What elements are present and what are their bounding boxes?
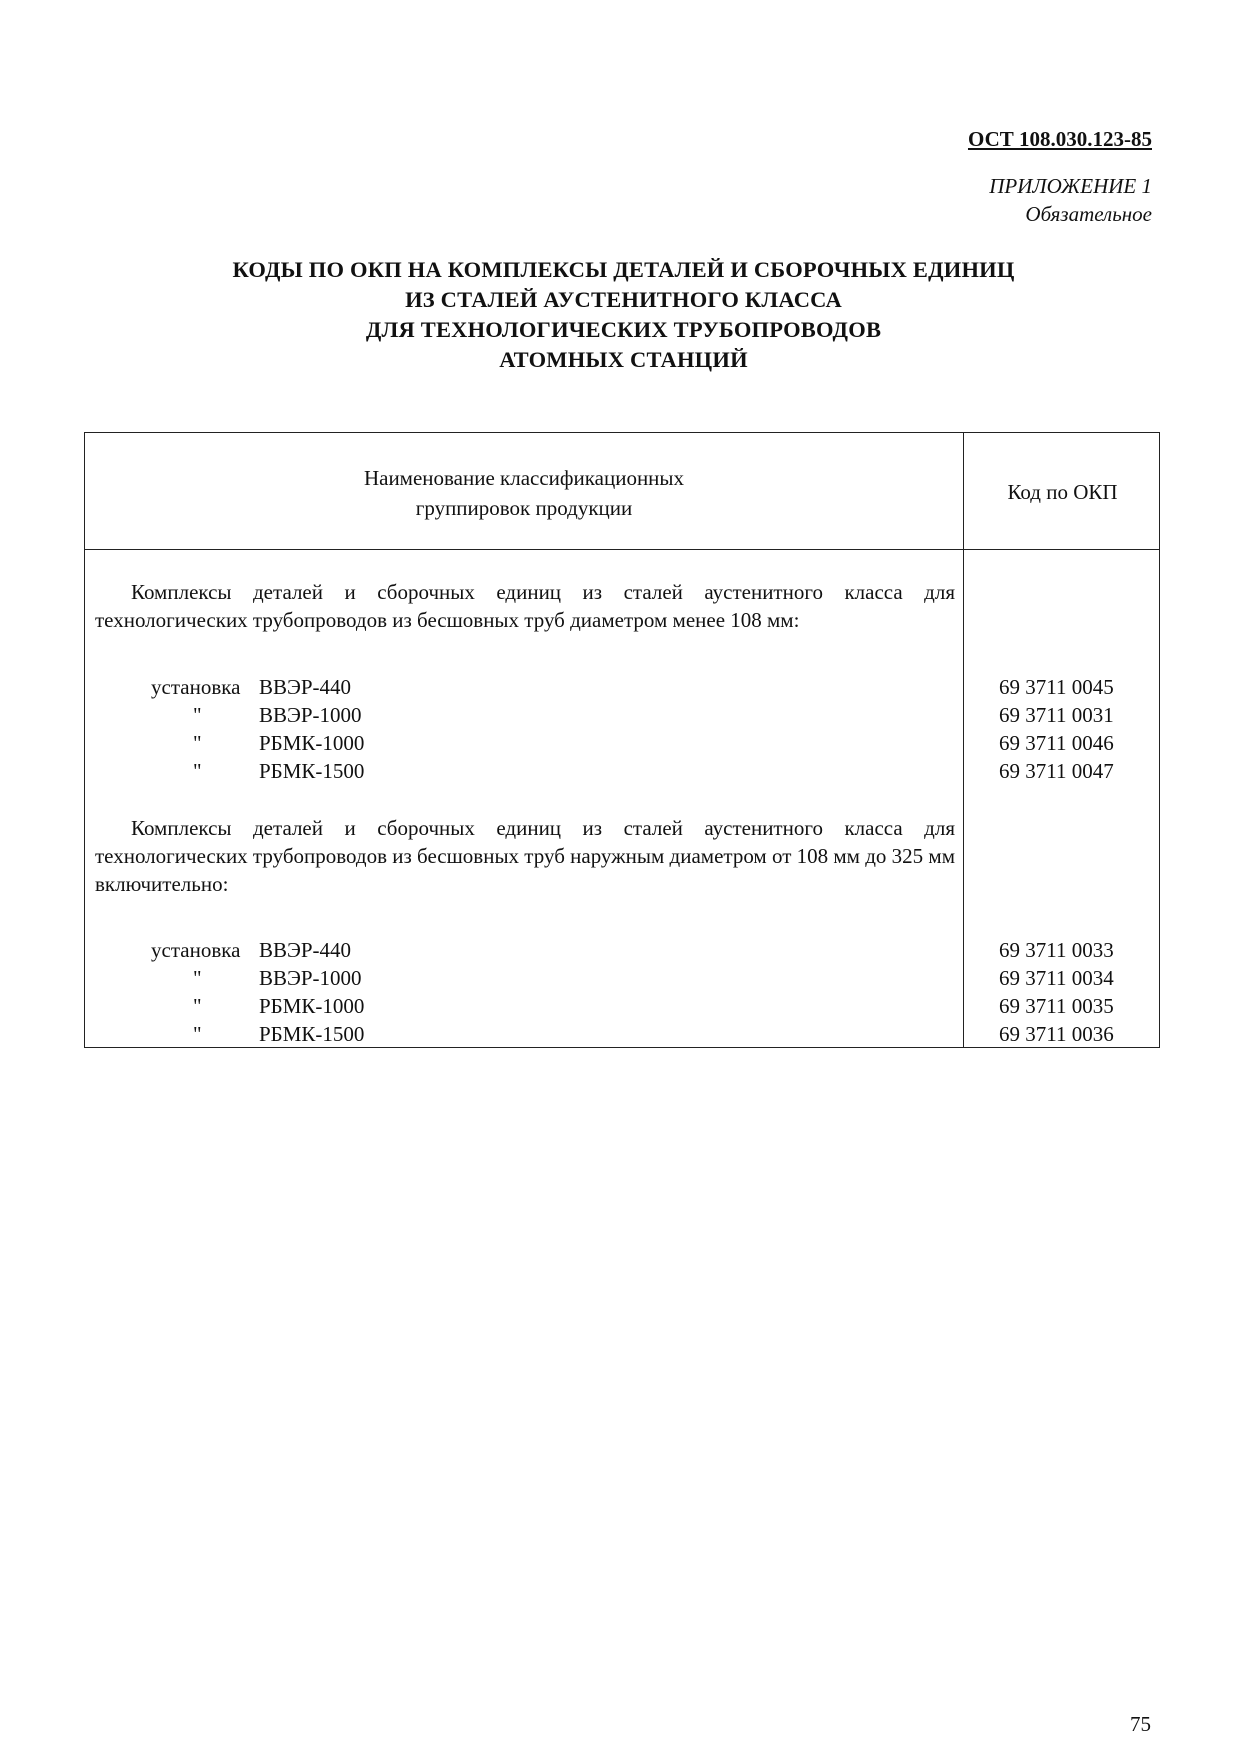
table-row <box>85 936 1161 964</box>
item-name: РБМК-1000 <box>259 731 365 755</box>
item-code: 69 3711 0045 <box>999 675 1114 699</box>
item-prefix: установка <box>151 938 241 962</box>
table-row <box>85 964 1161 992</box>
ditto-mark: " <box>193 1022 202 1046</box>
item-code: 69 3711 0033 <box>999 938 1114 962</box>
appendix-block <box>989 172 1152 228</box>
section-description: Комплексы деталей и сборочных единиц из сталей аустенитного класса для технологических трубопроводов из бесшовных труб наружным диаметром от 108 мм до 325 мм включительно: <box>95 816 955 896</box>
title-line: ИЗ СТАЛЕЙ АУСТЕНИТНОГО КЛАССА <box>405 287 842 312</box>
item-name: ВВЭР-440 <box>259 938 352 962</box>
column-header-name <box>85 463 963 523</box>
column-header-name-line: Наименование классификационных <box>363 466 685 490</box>
page-number: 75 <box>1130 1712 1151 1736</box>
item-code: 69 3711 0046 <box>999 731 1114 755</box>
item-name: ВВЭР-1000 <box>259 703 362 727</box>
ditto-mark: " <box>193 966 202 990</box>
column-header-code: Код по ОКП <box>1007 480 1118 504</box>
column-header-name-line: группировок продукции <box>415 496 633 520</box>
item-name: РБМК-1500 <box>259 759 365 783</box>
item-name: РБМК-1000 <box>259 994 365 1018</box>
item-code: 69 3711 0047 <box>999 759 1114 783</box>
appendix-status: Обязательное <box>1025 202 1152 226</box>
item-code: 69 3711 0031 <box>999 703 1114 727</box>
document-number: ОСТ 108.030.123-85 <box>967 127 1152 151</box>
item-prefix: установка <box>151 675 241 699</box>
item-code: 69 3711 0034 <box>999 966 1114 990</box>
ditto-mark: " <box>193 759 202 783</box>
okp-codes-table <box>84 432 1160 1048</box>
table-row <box>85 701 1161 729</box>
item-code: 69 3711 0035 <box>999 994 1114 1018</box>
table-row <box>85 1020 1161 1048</box>
ditto-mark: " <box>193 731 202 755</box>
ditto-mark: " <box>193 703 202 727</box>
header-divider <box>85 549 1159 550</box>
document-title <box>0 255 1247 375</box>
item-name: РБМК-1500 <box>259 1022 365 1046</box>
item-code: 69 3711 0036 <box>999 1022 1114 1046</box>
section-description: Комплексы деталей и сборочных единиц из сталей аустенитного класса для технологических трубопроводов из бесшовных труб диаметром менее 108 мм: <box>95 580 955 632</box>
table-row <box>85 729 1161 757</box>
table-row <box>85 673 1161 701</box>
item-name: ВВЭР-440 <box>259 675 352 699</box>
table-row <box>85 757 1161 785</box>
title-line: ДЛЯ ТЕХНОЛОГИЧЕСКИХ ТРУБОПРОВОДОВ <box>365 317 882 342</box>
appendix-label: ПРИЛОЖЕНИЕ 1 <box>989 174 1152 198</box>
item-name: ВВЭР-1000 <box>259 966 362 990</box>
ditto-mark: " <box>193 994 202 1018</box>
title-line: АТОМНЫХ СТАНЦИЙ <box>499 347 748 372</box>
title-line: КОДЫ ПО ОКП НА КОМПЛЕКСЫ ДЕТАЛЕЙ И СБОРОЧНЫХ ЕДИНИЦ <box>232 257 1015 282</box>
table-row <box>85 992 1161 1020</box>
